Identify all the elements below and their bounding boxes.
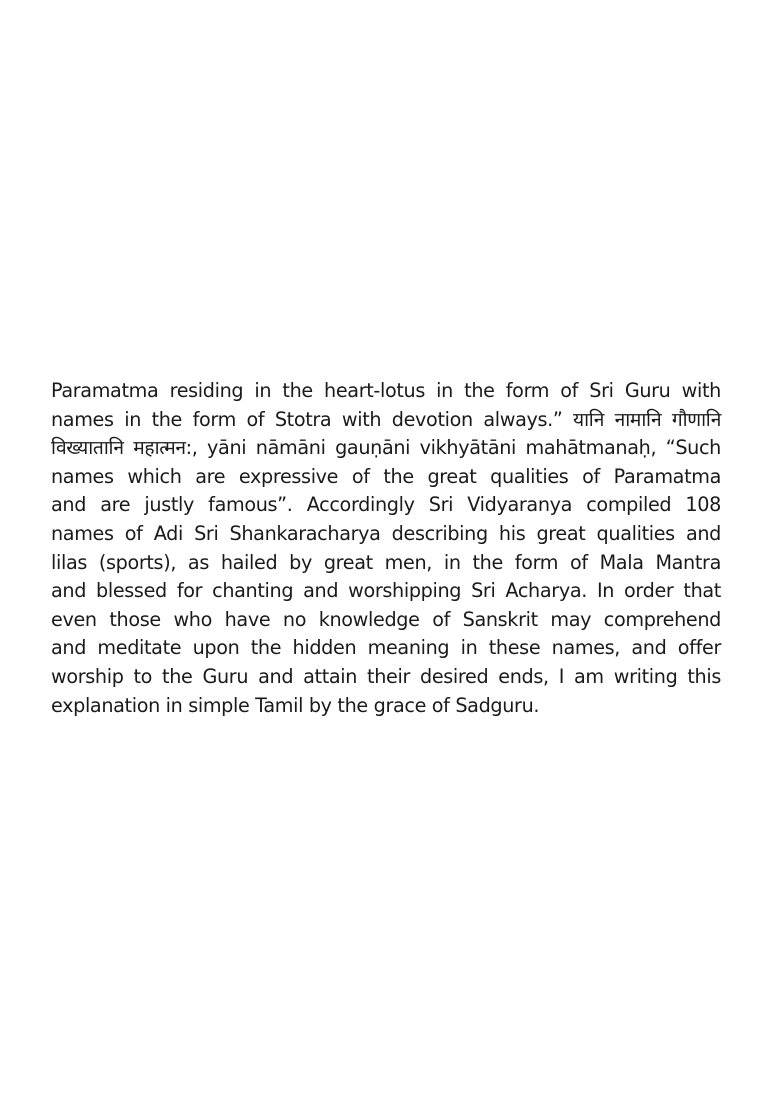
paragraph-line: names of Adi Sri Shankaracharya describing his great qualities and: [51, 521, 721, 545]
paragraph-line: Paramatma residing in the heart-lotus in the form of Sri Guru with: [51, 379, 721, 402]
paragraph-line: lilas (sports), as hailed by great men, in the form of Mala Mantra: [51, 550, 721, 574]
paragraph-line: and are justly famous”. Accordingly Sri Vidyaranya compiled 108: [51, 493, 721, 517]
paragraph-line: names which are expressive of the great qualities of Paramatma: [51, 464, 721, 488]
body-paragraph: [51, 377, 721, 720]
paragraph-line: even those who have no knowledge of Sanskrit may comprehend: [51, 607, 721, 631]
paragraph-line: and meditate upon the hidden meaning in these names, and offer: [51, 636, 721, 660]
paragraph-line: names in the form of Stotra with devotion always.” यानि नामानि गौणानि: [51, 407, 721, 431]
paragraph-line: explanation in simple Tamil by the grace of Sadguru.: [51, 693, 540, 717]
paragraph-line: and blessed for chanting and worshipping Sri Acharya. In order that: [51, 579, 721, 603]
paragraph-line: worship to the Guru and attain their desired ends, I am writing this: [51, 664, 721, 688]
paragraph-line: विख्यातानि महात्मन:, yāni nāmāni gauṇāni vikhyātāni mahātmanaḥ, “Such: [51, 436, 721, 460]
